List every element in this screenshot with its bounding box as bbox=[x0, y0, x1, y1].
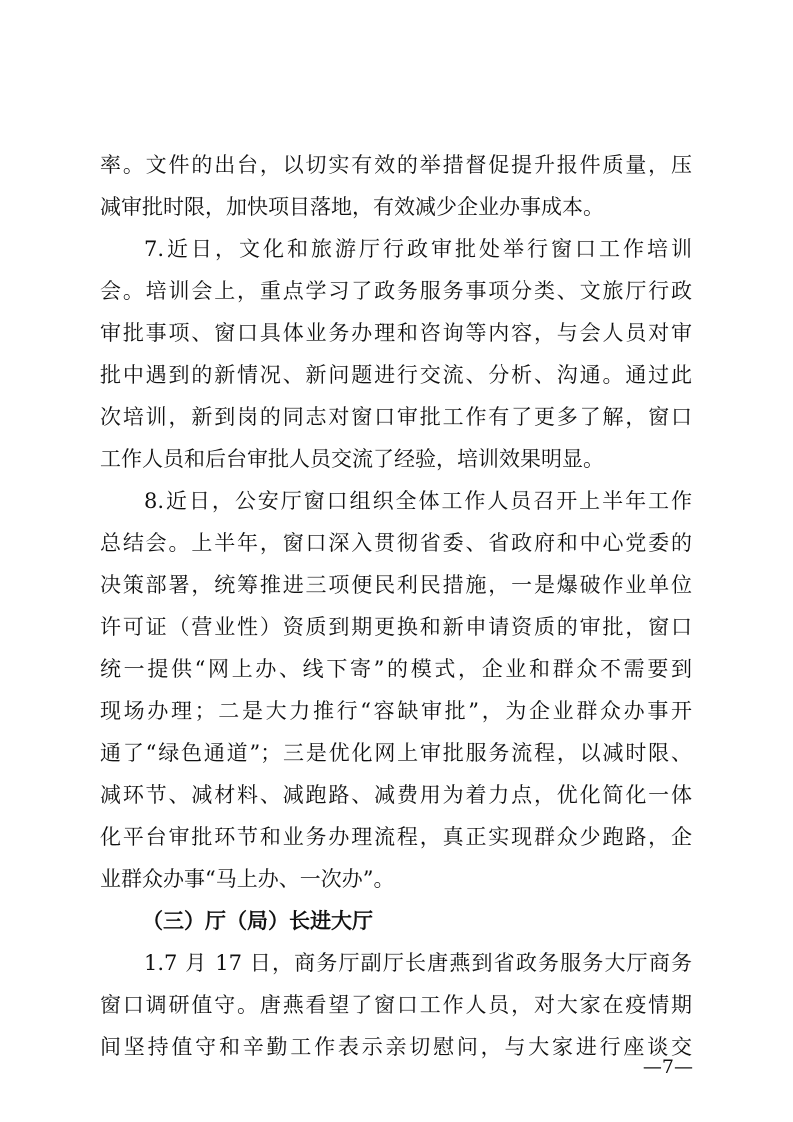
text-line: 会。培训会上，重点学习了政务服务事项分类、文旅厅行政 bbox=[100, 279, 692, 303]
text-line: 统一提供“网上办、线下寄”的模式，企业和群众不需要到 bbox=[100, 657, 692, 681]
text-line: 窗口调研值守。唐燕看望了窗口工作人员，对大家在疫情期 bbox=[100, 993, 692, 1017]
text-line: 化平台审批环节和业务办理流程，真正实现群众少跑路，企 bbox=[100, 825, 692, 849]
text-line: 决策部署，统筹推进三项便民利民措施，一是爆破作业单位 bbox=[100, 573, 692, 597]
text-line: 总结会。上半年，窗口深入贯彻省委、省政府和中心党委的 bbox=[100, 531, 692, 555]
text-line: 工作人员和后台审批人员交流了经验，培训效果明显。 bbox=[100, 447, 604, 471]
text-line: 减审批时限，加快项目落地，有效减少企业办事成本。 bbox=[100, 195, 604, 219]
text-line: 8.近日，公安厅窗口组织全体工作人员召开上半年工作 bbox=[144, 489, 692, 513]
text-line: 业群众办事“马上办、一次办”。 bbox=[100, 867, 395, 891]
text-line: 许可证（营业性）资质到期更换和新申请资质的审批，窗口 bbox=[100, 615, 692, 639]
text-line: 1.7 月 17 日，商务厅副厅长唐燕到省政务服务大厅商务 bbox=[144, 951, 692, 975]
text-line: 7.近日，文化和旅游厅行政审批处举行窗口工作培训 bbox=[144, 237, 692, 261]
text-line: 次培训，新到岗的同志对窗口审批工作有了更多了解，窗口 bbox=[100, 405, 692, 429]
text-line: 审批事项、窗口具体业务办理和咨询等内容，与会人员对审 bbox=[100, 321, 692, 345]
text-line: 批中遇到的新情况、新问题进行交流、分析、沟通。通过此 bbox=[100, 363, 692, 387]
text-line: 率。文件的出台，以切实有效的举措督促提升报件质量，压 bbox=[100, 153, 692, 177]
text-line: 现场办理；二是大力推行“容缺审批”，为企业群众办事开 bbox=[100, 699, 692, 723]
text-line: 间坚持值守和辛勤工作表示亲切慰问，与大家进行座谈交 bbox=[100, 1035, 692, 1059]
page-number: —7— bbox=[642, 1056, 693, 1078]
section-heading: （三）厅（局）长进大厅 bbox=[142, 909, 373, 933]
text-line: 通了“绿色通道”；三是优化网上审批服务流程，以减时限、 bbox=[100, 741, 692, 765]
text-line: 减环节、减材料、减跑路、减费用为着力点，优化简化一体 bbox=[100, 783, 692, 807]
